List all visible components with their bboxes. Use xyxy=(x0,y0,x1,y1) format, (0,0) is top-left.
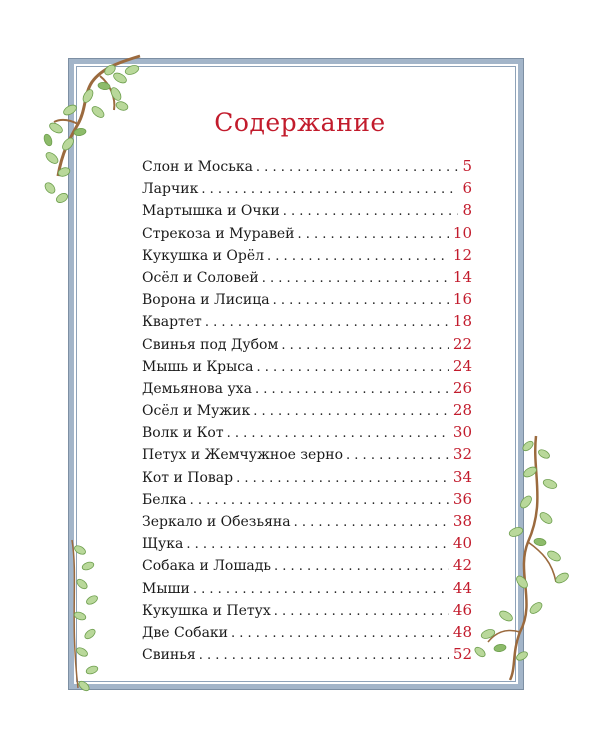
toc-entry-page-number: 40 xyxy=(452,534,472,553)
toc-dot-leader xyxy=(273,293,449,308)
toc-entry xyxy=(142,579,472,601)
toc-entry-page-number: 26 xyxy=(452,378,472,397)
toc-entry-title: Осёл и Мужик xyxy=(142,403,251,420)
toc-entry-page-number: 30 xyxy=(452,423,472,442)
toc-entry-page-number: 12 xyxy=(452,245,472,264)
toc-dot-leader xyxy=(190,493,449,508)
page-title: Содержание xyxy=(214,108,386,137)
toc-entry-page-number: 42 xyxy=(452,556,472,575)
toc-dot-leader xyxy=(253,404,449,419)
toc-dot-leader xyxy=(346,448,449,463)
toc-entry-title: Собака и Лошадь xyxy=(142,558,271,575)
toc-entry xyxy=(142,312,472,334)
toc-entry xyxy=(142,645,472,667)
toc-entry xyxy=(142,401,472,423)
table-of-contents xyxy=(142,157,472,667)
toc-entry-title: Мыши xyxy=(142,580,190,597)
toc-entry-page-number: 10 xyxy=(452,223,472,242)
toc-entry xyxy=(142,490,472,512)
toc-entry xyxy=(142,224,472,246)
toc-dot-leader xyxy=(281,338,449,353)
toc-dot-leader xyxy=(294,515,449,530)
toc-entry-page-number: 28 xyxy=(452,401,472,420)
toc-entry-title: Зеркало и Обезьяна xyxy=(142,514,291,530)
toc-dot-leader xyxy=(186,537,449,552)
toc-dot-leader xyxy=(267,249,449,264)
toc-entry xyxy=(142,423,472,445)
toc-dot-leader xyxy=(297,227,448,242)
toc-entry xyxy=(142,179,472,201)
toc-dot-leader xyxy=(283,204,458,219)
toc-entry-title: Слон и Моська xyxy=(142,159,253,175)
toc-entry xyxy=(142,201,472,223)
toc-entry-page-number: 8 xyxy=(462,201,472,220)
toc-entry xyxy=(142,357,472,379)
toc-dot-leader xyxy=(256,160,458,175)
toc-entry-title: Кот и Повар xyxy=(142,469,234,486)
toc-entry-title: Белка xyxy=(142,491,187,508)
toc-entry xyxy=(142,290,472,312)
toc-entry-title: Мышь и Крыса xyxy=(142,358,254,375)
toc-entry xyxy=(142,157,472,179)
toc-entry-title: Ларчик xyxy=(142,181,199,198)
toc-entry xyxy=(142,379,472,401)
toc-dot-leader xyxy=(231,626,449,641)
toc-dot-leader xyxy=(274,604,449,619)
toc-entry-page-number: 48 xyxy=(452,622,472,641)
toc-dot-leader xyxy=(262,271,449,286)
toc-entry-page-number: 16 xyxy=(452,290,472,309)
toc-entry-page-number: 32 xyxy=(452,445,472,464)
toc-dot-leader xyxy=(193,582,449,597)
toc-entry xyxy=(142,445,472,467)
toc-entry xyxy=(142,468,472,490)
toc-entry-page-number: 46 xyxy=(452,600,472,619)
toc-entry-page-number: 14 xyxy=(452,267,472,286)
toc-entry-page-number: 38 xyxy=(452,512,472,530)
toc-entry-title: Демьянова уха xyxy=(142,380,252,397)
toc-entry-page-number: 52 xyxy=(452,645,472,664)
toc-entry xyxy=(142,623,472,645)
toc-entry-title: Кукушка и Петух xyxy=(142,602,271,619)
toc-entry-title: Свинья под Дубом xyxy=(142,336,279,353)
toc-dot-leader xyxy=(255,382,449,397)
toc-entry-title: Мартышка и Очки xyxy=(142,203,280,220)
toc-entry-page-number: 36 xyxy=(452,489,472,508)
toc-entry xyxy=(142,335,472,357)
toc-dot-leader xyxy=(274,559,449,574)
toc-dot-leader xyxy=(205,315,449,330)
toc-entry-title: Квартет xyxy=(142,314,202,331)
toc-entry-page-number: 34 xyxy=(452,467,472,486)
toc-entry xyxy=(142,246,472,268)
toc-entry-page-number: 5 xyxy=(462,157,472,175)
toc-dot-leader xyxy=(201,182,458,197)
toc-entry-page-number: 22 xyxy=(452,334,472,353)
toc-entry-page-number: 6 xyxy=(462,179,472,198)
toc-entry xyxy=(142,601,472,623)
toc-entry xyxy=(142,556,472,578)
toc-entry-title: Стрекоза и Муравей xyxy=(142,225,295,242)
toc-entry-title: Кукушка и Орёл xyxy=(142,247,265,264)
toc-entry-page-number: 18 xyxy=(452,312,472,331)
toc-entry-title: Ворона и Лисица xyxy=(142,292,270,309)
toc-entry-title: Петух и Жемчужное зерно xyxy=(142,447,344,464)
toc-dot-leader xyxy=(227,426,449,441)
toc-entry-title: Щука xyxy=(142,536,184,553)
toc-entry-title: Осёл и Соловей xyxy=(142,269,259,286)
toc-dot-leader xyxy=(199,648,449,663)
toc-entry xyxy=(142,534,472,556)
toc-entry xyxy=(142,268,472,290)
toc-entry-page-number: 44 xyxy=(452,578,472,597)
toc-entry-title: Свинья xyxy=(142,647,196,664)
toc-entry-title: Волк и Кот xyxy=(142,425,224,442)
toc-entry-title: Две Собаки xyxy=(142,624,228,641)
toc-entry xyxy=(142,512,472,534)
toc-dot-leader xyxy=(236,471,449,486)
toc-dot-leader xyxy=(256,360,448,375)
toc-entry-page-number: 24 xyxy=(452,356,472,375)
